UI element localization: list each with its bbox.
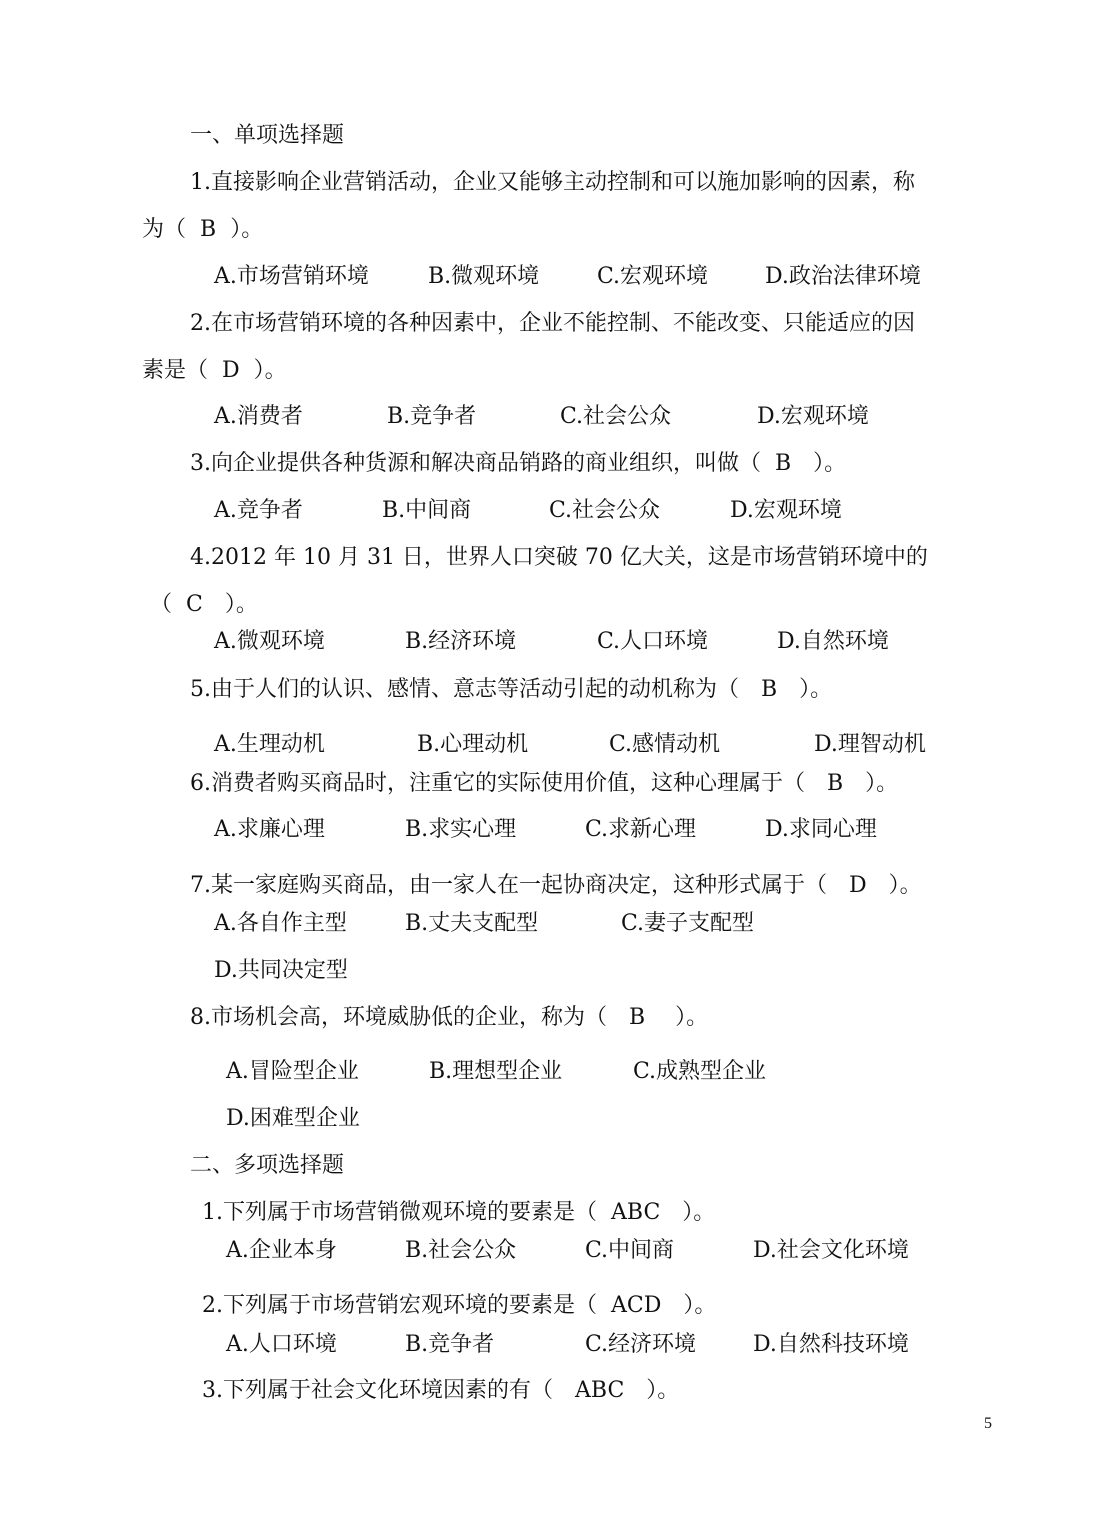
question-2-option-d: D.宏观环境 bbox=[757, 404, 869, 429]
question-1-option-d: D.政治法律环境 bbox=[765, 264, 921, 289]
question-1-line-2 bbox=[142, 219, 263, 241]
question-4-prefix: （ bbox=[150, 592, 173, 617]
question-2-line-1: 2.在市场营销环境的各种因素中，企业不能控制、不能改变、只能适应的因 bbox=[190, 311, 915, 336]
multi-question-1-suffix: ）。 bbox=[682, 1200, 716, 1225]
question-2-option-c: C.社会公众 bbox=[560, 404, 672, 429]
question-4-option-c: C.人口环境 bbox=[597, 629, 709, 654]
question-7-option-b: B.丈夫支配型 bbox=[405, 911, 539, 936]
question-6-option-b: B.求实心理 bbox=[405, 817, 517, 842]
multi-question-3-text: 3.下列属于社会文化环境因素的有（ bbox=[202, 1378, 553, 1403]
question-6-option-c: C.求新心理 bbox=[585, 817, 697, 842]
question-1-suffix: ）。 bbox=[230, 217, 264, 242]
question-1-option-c: C.宏观环境 bbox=[597, 264, 709, 289]
multi-question-2-suffix: ）。 bbox=[683, 1293, 717, 1318]
multi-question-1-option-d: D.社会文化环境 bbox=[753, 1238, 909, 1263]
question-1-option-b: B.微观环境 bbox=[428, 264, 540, 289]
question-4-line-2 bbox=[150, 594, 258, 616]
question-3-text: 3.向企业提供各种货源和解决商品销路的商业组织，叫做（ bbox=[190, 451, 761, 476]
question-6-option-a: A.求廉心理 bbox=[214, 817, 325, 842]
multi-question-2-line bbox=[202, 1295, 716, 1317]
multi-question-2-text: 2.下列属于市场营销宏观环境的要素是（ bbox=[202, 1293, 597, 1318]
question-1-prefix: 为（ bbox=[142, 217, 187, 242]
multi-question-2-option-b: B.竞争者 bbox=[405, 1332, 495, 1357]
multi-question-2-option-c: C.经济环境 bbox=[585, 1332, 697, 1357]
question-8-answer: B bbox=[629, 1005, 646, 1030]
question-7-answer: D bbox=[849, 873, 867, 898]
question-2-line-2 bbox=[142, 360, 287, 382]
question-1-option-a: A.市场营销环境 bbox=[214, 264, 369, 289]
multi-question-1-text: 1.下列属于市场营销微观环境的要素是（ bbox=[202, 1200, 597, 1225]
question-4-line-1: 4.2012 年 10 月 31 日，世界人口突破 70 亿大关，这是市场营销环境中的 bbox=[190, 545, 928, 570]
question-8-option-b: B.理想型企业 bbox=[429, 1059, 563, 1084]
section-heading-multiple-choice: 二、多项选择题 bbox=[190, 1153, 345, 1178]
multi-question-2-option-d: D.自然科技环境 bbox=[753, 1332, 909, 1357]
multi-question-2-option-a: A.人口环境 bbox=[226, 1332, 337, 1357]
question-3-option-b: B.中间商 bbox=[382, 498, 472, 523]
question-5-option-c: C.感情动机 bbox=[609, 732, 721, 757]
question-7-suffix: ）。 bbox=[888, 873, 922, 898]
question-5-text: 5.由于人们的认识、感情、意志等活动引起的动机称为（ bbox=[190, 677, 739, 702]
question-5-line bbox=[190, 679, 832, 701]
question-3-option-c: C.社会公众 bbox=[549, 498, 661, 523]
question-2-answer: D bbox=[222, 358, 240, 383]
question-4-answer: C bbox=[186, 592, 203, 617]
question-4-suffix: ）。 bbox=[224, 592, 258, 617]
question-4-option-b: B.经济环境 bbox=[405, 629, 517, 654]
question-7-text: 7.某一家庭购买商品，由一家人在一起协商决定，这种形式属于（ bbox=[190, 873, 827, 898]
question-5-option-b: B.心理动机 bbox=[417, 732, 529, 757]
section-heading-single-choice: 一、单项选择题 bbox=[190, 123, 345, 148]
question-3-answer: B bbox=[775, 451, 792, 476]
question-8-option-c: C.成熟型企业 bbox=[633, 1059, 767, 1084]
question-7-option-c: C.妻子支配型 bbox=[621, 911, 755, 936]
question-3-option-d: D.宏观环境 bbox=[730, 498, 842, 523]
question-2-prefix: 素是（ bbox=[142, 358, 209, 383]
question-5-option-a: A.生理动机 bbox=[214, 732, 325, 757]
question-1-answer: B bbox=[200, 217, 217, 242]
multi-question-3-line bbox=[202, 1380, 679, 1402]
question-6-answer: B bbox=[827, 771, 844, 796]
multi-question-1-answer: ABC bbox=[611, 1200, 661, 1225]
question-6-option-d: D.求同心理 bbox=[765, 817, 877, 842]
question-8-option-a: A.冒险型企业 bbox=[226, 1059, 359, 1084]
question-5-suffix: ）。 bbox=[799, 677, 833, 702]
question-8-option-d: D.困难型企业 bbox=[226, 1106, 360, 1131]
question-8-text: 8.市场机会高，环境威胁低的企业，称为（ bbox=[190, 1005, 607, 1030]
multi-question-2-answer: ACD bbox=[611, 1293, 662, 1318]
question-8-suffix: ）。 bbox=[675, 1005, 709, 1030]
question-2-suffix: ）。 bbox=[253, 358, 287, 383]
question-3-line bbox=[190, 453, 846, 475]
question-1-line-1: 1.直接影响企业营销活动，企业又能够主动控制和可以施加影响的因素，称 bbox=[190, 170, 915, 195]
question-5-answer: B bbox=[761, 677, 778, 702]
question-2-option-a: A.消费者 bbox=[214, 404, 303, 429]
question-7-option-d: D.共同决定型 bbox=[214, 958, 348, 983]
question-7-line bbox=[190, 875, 922, 897]
multi-question-1-option-a: A.企业本身 bbox=[226, 1238, 337, 1263]
question-5-option-d: D.理智动机 bbox=[814, 732, 926, 757]
page-number: 5 bbox=[984, 1415, 992, 1432]
multi-question-1-option-c: C.中间商 bbox=[585, 1238, 675, 1263]
question-6-suffix: ）。 bbox=[865, 771, 899, 796]
question-6-line bbox=[190, 773, 898, 795]
question-6-text: 6.消费者购买商品时，注重它的实际使用价值，这种心理属于（ bbox=[190, 771, 805, 796]
question-4-option-a: A.微观环境 bbox=[214, 629, 325, 654]
question-7-option-a: A.各自作主型 bbox=[214, 911, 347, 936]
question-4-option-d: D.自然环境 bbox=[777, 629, 889, 654]
multi-question-3-answer: ABC bbox=[575, 1378, 625, 1403]
multi-question-1-option-b: B.社会公众 bbox=[405, 1238, 517, 1263]
question-3-option-a: A.竞争者 bbox=[214, 498, 303, 523]
question-2-option-b: B.竞争者 bbox=[387, 404, 477, 429]
question-3-suffix: ）。 bbox=[813, 451, 847, 476]
multi-question-1-line bbox=[202, 1202, 715, 1224]
question-8-line bbox=[190, 1007, 708, 1029]
multi-question-3-suffix: ）。 bbox=[646, 1378, 680, 1403]
